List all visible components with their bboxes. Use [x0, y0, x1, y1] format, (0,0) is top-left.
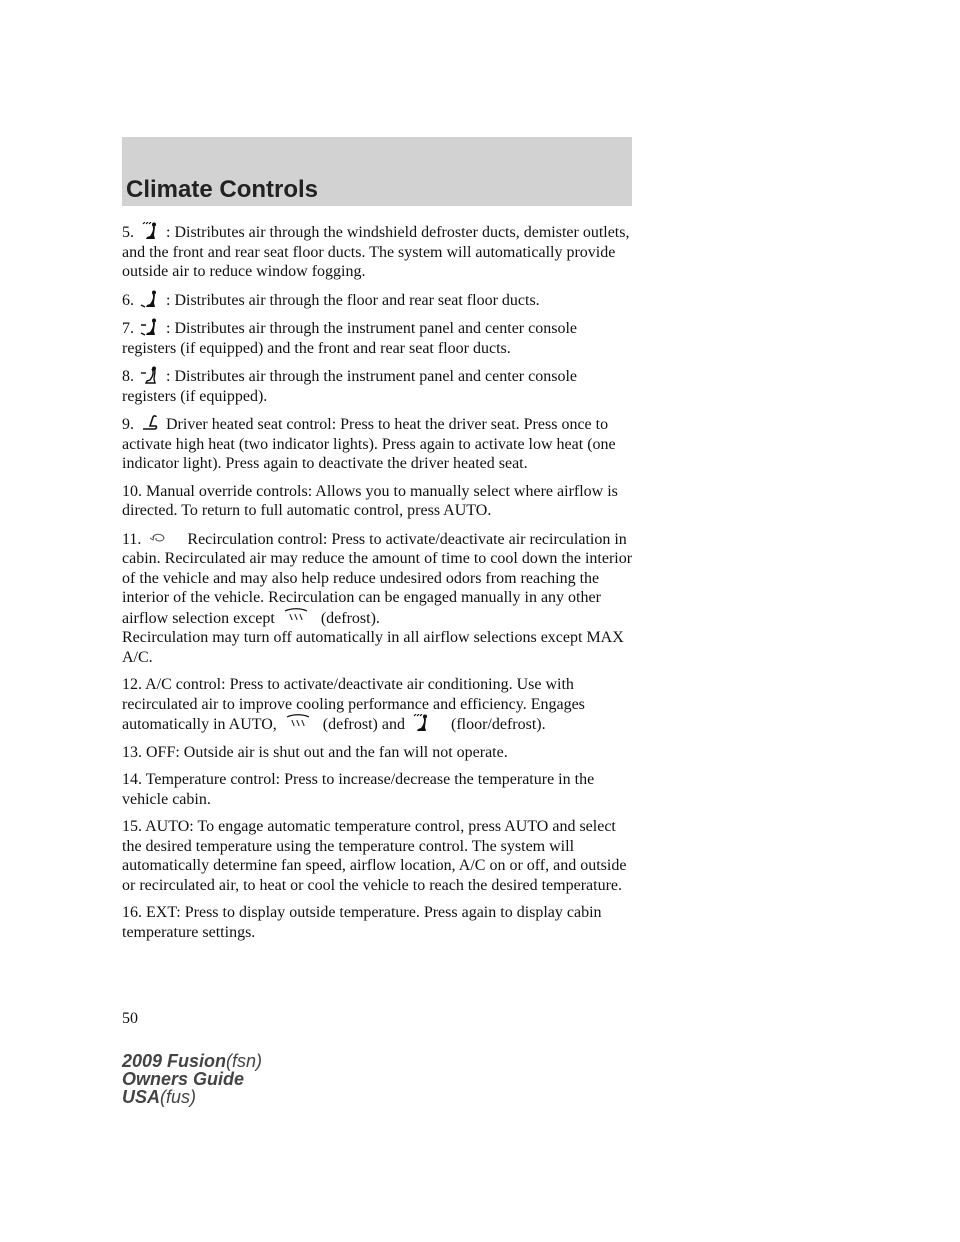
- section-title: Climate Controls: [126, 176, 319, 203]
- list-item-12: [122, 675, 634, 735]
- item-label: Driver heated seat control:: [166, 416, 337, 433]
- item-text: Allows you to manually select where airflow is directed. To return to full automatic control, press AUTO.: [122, 482, 618, 519]
- defrost-icon: [283, 714, 317, 732]
- recirculation-icon: [147, 529, 181, 547]
- item-number: 7.: [122, 320, 134, 337]
- floor-icon: [140, 290, 160, 308]
- footer-model: 2009 Fusion: [122, 1051, 227, 1071]
- item-label: A/C control:: [145, 676, 226, 693]
- page-number: 50: [122, 1010, 138, 1027]
- item-label: AUTO:: [145, 818, 194, 835]
- item-number: 10.: [122, 482, 142, 500]
- item-number: 12.: [122, 676, 142, 693]
- footer-model-code: (fsn): [226, 1051, 263, 1071]
- list-item-7: [122, 318, 634, 358]
- item-label: Recirculation control:: [187, 530, 328, 548]
- list-item-16: [122, 903, 634, 942]
- item-number: 11.: [122, 530, 142, 548]
- list-item-13: [122, 743, 634, 763]
- item-text: Outside air is shut out and the fan will not operate.: [183, 743, 508, 761]
- item-label: :: [166, 291, 171, 309]
- panel-floor-icon: [140, 318, 160, 336]
- list-item-8: [122, 366, 634, 406]
- list-item-9: [122, 414, 634, 474]
- item-text: Press to increase/decrease the temperature in the vehicle cabin.: [122, 771, 595, 808]
- item-label: OFF:: [146, 743, 180, 761]
- body-text: [122, 222, 634, 950]
- list-item-6: [122, 290, 634, 311]
- item-text: Distributes air through the floor and rear seat floor ducts.: [174, 291, 540, 309]
- item-number: 6.: [122, 291, 134, 309]
- footer-market: USA: [122, 1087, 161, 1107]
- item-text-c: Recirculation may turn off automatically in all airflow selections except MAX A/C.: [122, 629, 624, 666]
- defrost-icon: [281, 608, 315, 626]
- item-text: Distributes air through the windshield defroster ducts, demister outlets, and the front and rear seat floor ducts. The system will automatically provide outside air to reduce window fogging.: [122, 224, 630, 280]
- footer-line-model: [122, 1052, 262, 1070]
- item-text: To engage automatic temperature control, press AUTO and select the desired temperature using the temperature control. The system will automatically determine fan speed, airflow location, A/C on or off, and outside or recirculated air, to heat or cool the vehicle to reach the desired temperature.: [122, 818, 627, 894]
- item-text-a: Press to activate/deactivate air recirculation in cabin. Recirculated air may reduce the amount of time to cool down the interior of the vehicle and may also help reduce undesired odors from reaching the interior of the vehicle. Recirculation can be engaged manually in any other airflow selection except: [122, 530, 633, 627]
- list-item-14: [122, 770, 634, 809]
- item-number: 13.: [122, 743, 142, 761]
- floor-defrost-icon: [411, 714, 445, 732]
- item-number: 16.: [122, 904, 142, 921]
- item-number: 15.: [122, 818, 142, 835]
- item-label: :: [166, 320, 171, 337]
- item-number: 5.: [122, 224, 134, 241]
- item-text: Press to heat the driver seat. Press once to activate high heat (two indicator lights). Press again to activate low heat (one indicator light). Press again to deactivate the driver heated seat.: [122, 416, 616, 472]
- document-footer: [122, 1052, 262, 1106]
- item-label: Manual override controls:: [146, 482, 313, 500]
- item-text-b: (defrost).: [320, 609, 380, 627]
- item-number: 9.: [122, 416, 134, 433]
- item-text: Press to display outside temperature. Press again to display cabin temperature settings.: [122, 904, 602, 941]
- list-item-5: [122, 222, 634, 282]
- item-text: Distributes air through the instrument panel and center console registers (if equipped) and the front and rear seat floor ducts.: [122, 320, 578, 357]
- item-text-c: (floor/defrost).: [450, 716, 546, 733]
- list-item-10: [122, 482, 634, 521]
- heated-seat-icon: [140, 414, 160, 432]
- item-label: EXT:: [146, 904, 181, 921]
- floor-defrost-icon: [140, 222, 160, 240]
- item-label: Temperature control:: [145, 771, 281, 788]
- item-number: 14.: [122, 771, 142, 788]
- footer-guide: Owners Guide: [122, 1069, 245, 1089]
- footer-market-code: (fus): [160, 1087, 197, 1107]
- item-text-b: (defrost) and: [322, 716, 405, 733]
- item-text-a: Press to activate/deactivate air conditioning. Use with recirculated air to improve cooling performance and efficiency. Engages automatically in AUTO,: [122, 676, 585, 733]
- item-label: :: [166, 368, 171, 385]
- item-label: :: [166, 224, 171, 241]
- list-item-15: [122, 817, 634, 895]
- item-text: Distributes air through the instrument panel and center console registers (if equipped).: [122, 368, 578, 405]
- item-number: 8.: [122, 368, 134, 385]
- panel-icon: [140, 366, 160, 384]
- list-item-11: [122, 529, 634, 668]
